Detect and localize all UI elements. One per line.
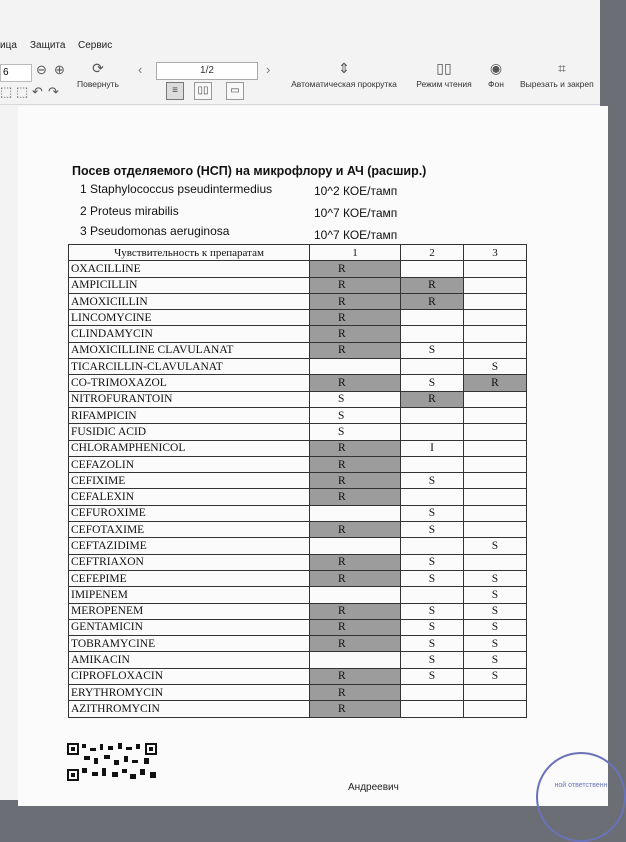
sensitivity-cell-organism-2: S bbox=[401, 603, 464, 619]
rotate-icon: ⟳ bbox=[92, 60, 104, 76]
reading-mode-button[interactable] bbox=[412, 60, 476, 89]
sensitivity-cell-organism-1: R bbox=[310, 342, 401, 358]
next-page-arrow-icon[interactable]: › bbox=[266, 62, 271, 77]
table-header-row bbox=[69, 245, 527, 261]
menu-bar bbox=[0, 36, 600, 56]
drug-name-cell: CLINDAMYCIN bbox=[69, 326, 310, 342]
drug-name-cell: CEFALEXIN bbox=[69, 489, 310, 505]
table-row bbox=[69, 359, 527, 375]
drug-name-cell: OXACILLINE bbox=[69, 261, 310, 277]
table-row bbox=[69, 424, 527, 440]
qr-code bbox=[66, 742, 158, 782]
drug-name-cell: RIFAMPICIN bbox=[69, 407, 310, 423]
sensitivity-cell-organism-1: R bbox=[310, 685, 401, 701]
table-row bbox=[69, 489, 527, 505]
sensitivity-cell-organism-3 bbox=[464, 391, 527, 407]
sensitivity-cell-organism-1: R bbox=[310, 701, 401, 717]
menu-item-service[interactable]: Сервис bbox=[78, 40, 113, 51]
sensitivity-cell-organism-3: S bbox=[464, 668, 527, 684]
sensitivity-cell-organism-2 bbox=[401, 587, 464, 603]
stamp-text: ной ответственн bbox=[554, 782, 608, 789]
sensitivity-cell-organism-2: I bbox=[401, 440, 464, 456]
table-row bbox=[69, 636, 527, 652]
sensitivity-cell-organism-3 bbox=[464, 456, 527, 472]
sensitivity-cell-organism-2: S bbox=[401, 652, 464, 668]
table-row bbox=[69, 505, 527, 521]
sensitivity-cell-organism-2: R bbox=[401, 277, 464, 293]
stamp bbox=[536, 752, 626, 842]
sensitivity-table bbox=[68, 244, 527, 718]
two-page-view-icon[interactable]: ▯▯ bbox=[194, 82, 212, 100]
table-row bbox=[69, 293, 527, 309]
table-row bbox=[69, 456, 527, 472]
sensitivity-cell-organism-2 bbox=[401, 261, 464, 277]
sensitivity-cell-organism-3: S bbox=[464, 570, 527, 586]
sensitivity-cell-organism-3: S bbox=[464, 619, 527, 635]
sensitivity-cell-organism-3: R bbox=[464, 375, 527, 391]
auto-scroll-label: Автоматическая прокрутка bbox=[291, 79, 397, 89]
continuous-view-icon[interactable]: ▭ bbox=[226, 82, 244, 100]
table-row bbox=[69, 342, 527, 358]
auto-scroll-button[interactable] bbox=[282, 60, 406, 89]
table-row bbox=[69, 473, 527, 489]
sensitivity-cell-organism-2: S bbox=[401, 668, 464, 684]
drug-name-cell: GENTAMICIN bbox=[69, 619, 310, 635]
sensitivity-cell-organism-1: R bbox=[310, 603, 401, 619]
table-row bbox=[69, 652, 527, 668]
table-row bbox=[69, 685, 527, 701]
table-row bbox=[69, 261, 527, 277]
table-row bbox=[69, 554, 527, 570]
table-row bbox=[69, 538, 527, 554]
drug-name-cell: FUSIDIC ACID bbox=[69, 424, 310, 440]
sensitivity-cell-organism-3 bbox=[464, 489, 527, 505]
sensitivity-cell-organism-2: S bbox=[401, 473, 464, 489]
sensitivity-cell-organism-3 bbox=[464, 407, 527, 423]
sensitivity-cell-organism-2 bbox=[401, 701, 464, 717]
sensitivity-cell-organism-3 bbox=[464, 554, 527, 570]
sensitivity-cell-organism-2: R bbox=[401, 293, 464, 309]
drug-name-cell: CHLORAMPHENICOL bbox=[69, 440, 310, 456]
header-col-1: 1 bbox=[310, 245, 401, 261]
sensitivity-cell-organism-1: R bbox=[310, 293, 401, 309]
sensitivity-cell-organism-1 bbox=[310, 652, 401, 668]
sensitivity-cell-organism-3 bbox=[464, 342, 527, 358]
table-row bbox=[69, 277, 527, 293]
sensitivity-cell-organism-2: S bbox=[401, 505, 464, 521]
rotate-right-icon[interactable]: ↷ bbox=[48, 84, 59, 99]
sensitivity-cell-organism-2: R bbox=[401, 391, 464, 407]
sensitivity-cell-organism-3: S bbox=[464, 538, 527, 554]
crop-icon: ⌗ bbox=[558, 60, 566, 76]
sensitivity-cell-organism-3 bbox=[464, 310, 527, 326]
signature-text: Андреевич bbox=[348, 782, 399, 793]
sensitivity-cell-organism-3 bbox=[464, 685, 527, 701]
drug-name-cell: MEROPENEM bbox=[69, 603, 310, 619]
drug-name-cell: AZITHROMYCIN bbox=[69, 701, 310, 717]
drug-name-cell: AMPICILLIN bbox=[69, 277, 310, 293]
fit-page-icon[interactable]: ⬚ bbox=[0, 84, 13, 99]
sensitivity-cell-organism-2: S bbox=[401, 570, 464, 586]
organism-count: 10^7 КОЕ/тамп bbox=[314, 206, 398, 220]
menu-item-protection[interactable]: Защита bbox=[30, 40, 66, 51]
drug-name-cell: CEFOTAXIME bbox=[69, 522, 310, 538]
table-row bbox=[69, 375, 527, 391]
sensitivity-cell-organism-2: S bbox=[401, 522, 464, 538]
book-icon: ▯▯ bbox=[436, 60, 452, 76]
background-button[interactable] bbox=[480, 60, 512, 89]
sensitivity-cell-organism-2: S bbox=[401, 342, 464, 358]
crop-button[interactable] bbox=[520, 60, 600, 89]
sensitivity-cell-organism-3 bbox=[464, 424, 527, 440]
sensitivity-cell-organism-2: S bbox=[401, 554, 464, 570]
auto-scroll-icon: ⇕ bbox=[338, 60, 350, 76]
sensitivity-cell-organism-1: S bbox=[310, 407, 401, 423]
fit-width-icon[interactable]: ⬚ bbox=[16, 84, 29, 99]
sensitivity-cell-organism-1 bbox=[310, 587, 401, 603]
sensitivity-cell-organism-1: R bbox=[310, 440, 401, 456]
sensitivity-cell-organism-3 bbox=[464, 277, 527, 293]
table-row bbox=[69, 587, 527, 603]
rotate-left-icon[interactable]: ↶ bbox=[32, 84, 43, 99]
sensitivity-cell-organism-3 bbox=[464, 440, 527, 456]
sensitivity-cell-organism-2 bbox=[401, 685, 464, 701]
sensitivity-cell-organism-2 bbox=[401, 424, 464, 440]
sensitivity-cell-organism-3 bbox=[464, 505, 527, 521]
menu-item-page[interactable]: ица bbox=[0, 40, 17, 51]
sensitivity-cell-organism-1: R bbox=[310, 522, 401, 538]
sensitivity-cell-organism-2: S bbox=[401, 636, 464, 652]
sensitivity-cell-organism-1: R bbox=[310, 261, 401, 277]
sensitivity-cell-organism-1: R bbox=[310, 554, 401, 570]
drug-name-cell: CIPROFLOXACIN bbox=[69, 668, 310, 684]
zoom-out-icon[interactable]: ⊖ bbox=[36, 62, 47, 77]
header-drug-label: Чувствительность к препаратам bbox=[69, 245, 310, 261]
sensitivity-cell-organism-1 bbox=[310, 538, 401, 554]
drug-name-cell: NITROFURANTOIN bbox=[69, 391, 310, 407]
drug-name-cell: TICARCILLIN-CLAVULANAT bbox=[69, 359, 310, 375]
drug-name-cell: CEFIXIME bbox=[69, 473, 310, 489]
header-col-3: 3 bbox=[464, 245, 527, 261]
header-col-2: 2 bbox=[401, 245, 464, 261]
sensitivity-cell-organism-2 bbox=[401, 489, 464, 505]
document-page bbox=[18, 106, 608, 806]
eye-icon: ◉ bbox=[489, 60, 503, 76]
table-row bbox=[69, 570, 527, 586]
sensitivity-cell-organism-3 bbox=[464, 522, 527, 538]
table-body bbox=[69, 261, 527, 717]
rotate-label: Повернуть bbox=[77, 79, 119, 89]
drug-name-cell: LINCOMYCINE bbox=[69, 310, 310, 326]
sensitivity-cell-organism-2 bbox=[401, 359, 464, 375]
organism-count: 10^2 КОЕ/тамп bbox=[314, 184, 398, 198]
sensitivity-cell-organism-3 bbox=[464, 326, 527, 342]
sensitivity-cell-organism-2 bbox=[401, 326, 464, 342]
table-row bbox=[69, 440, 527, 456]
drug-name-cell: CEFEPIME bbox=[69, 570, 310, 586]
sensitivity-cell-organism-1: R bbox=[310, 668, 401, 684]
prev-page-arrow-icon[interactable]: ‹ bbox=[138, 62, 143, 77]
reading-mode-label: Режим чтения bbox=[416, 79, 472, 89]
organism-count: 10^7 КОЕ/тамп bbox=[314, 228, 398, 242]
table-row bbox=[69, 391, 527, 407]
sensitivity-cell-organism-3 bbox=[464, 701, 527, 717]
sensitivity-cell-organism-1: R bbox=[310, 277, 401, 293]
sensitivity-cell-organism-2 bbox=[401, 538, 464, 554]
sensitivity-cell-organism-1: R bbox=[310, 636, 401, 652]
organism-name: 3 Pseudomonas aeruginosa bbox=[80, 224, 230, 238]
sensitivity-cell-organism-1: R bbox=[310, 473, 401, 489]
rotate-button[interactable] bbox=[74, 60, 122, 89]
drug-name-cell: AMOXICILLINE CLAVULANAT bbox=[69, 342, 310, 358]
drug-name-cell: CEFTAZIDIME bbox=[69, 538, 310, 554]
drug-name-cell: ERYTHROMYCIN bbox=[69, 685, 310, 701]
organism-name: 2 Proteus mirabilis bbox=[80, 204, 179, 218]
sensitivity-cell-organism-3: S bbox=[464, 359, 527, 375]
crop-label: Вырезать и закреп bbox=[520, 79, 594, 89]
table-row bbox=[69, 407, 527, 423]
sensitivity-cell-organism-2: S bbox=[401, 619, 464, 635]
sensitivity-cell-organism-2 bbox=[401, 456, 464, 472]
table-row bbox=[69, 326, 527, 342]
zoom-field[interactable]: 6 bbox=[0, 64, 32, 82]
sensitivity-cell-organism-3: S bbox=[464, 587, 527, 603]
page-number-field[interactable]: 1/2 bbox=[156, 62, 258, 80]
drug-name-cell: CEFUROXIME bbox=[69, 505, 310, 521]
organism-name: 1 Staphylococcus pseudintermedius bbox=[80, 182, 273, 196]
sensitivity-cell-organism-1: R bbox=[310, 456, 401, 472]
sensitivity-cell-organism-1: R bbox=[310, 310, 401, 326]
sensitivity-cell-organism-3 bbox=[464, 293, 527, 309]
sensitivity-cell-organism-3: S bbox=[464, 636, 527, 652]
sensitivity-cell-organism-1 bbox=[310, 359, 401, 375]
table-row bbox=[69, 668, 527, 684]
sensitivity-cell-organism-1: R bbox=[310, 489, 401, 505]
sensitivity-cell-organism-2: S bbox=[401, 375, 464, 391]
drug-name-cell: CEFAZOLIN bbox=[69, 456, 310, 472]
sensitivity-cell-organism-3 bbox=[464, 261, 527, 277]
drug-name-cell: IMIPENEM bbox=[69, 587, 310, 603]
sensitivity-cell-organism-2 bbox=[401, 310, 464, 326]
sensitivity-cell-organism-1: R bbox=[310, 619, 401, 635]
table-row bbox=[69, 522, 527, 538]
drug-name-cell: CO-TRIMOXAZOL bbox=[69, 375, 310, 391]
document-title: Посев отделяемого (НСП) на микрофлору и АЧ (расшир.) bbox=[72, 164, 427, 178]
sensitivity-cell-organism-3 bbox=[464, 473, 527, 489]
sensitivity-cell-organism-1 bbox=[310, 505, 401, 521]
sensitivity-cell-organism-1: S bbox=[310, 424, 401, 440]
single-page-view-icon[interactable]: ≡ bbox=[166, 82, 184, 100]
drug-name-cell: CEFTRIAXON bbox=[69, 554, 310, 570]
drug-name-cell: AMOXICILLIN bbox=[69, 293, 310, 309]
sensitivity-cell-organism-1: S bbox=[310, 391, 401, 407]
table-row bbox=[69, 619, 527, 635]
sensitivity-cell-organism-1: R bbox=[310, 570, 401, 586]
drug-name-cell: TOBRAMYCINE bbox=[69, 636, 310, 652]
sensitivity-cell-organism-3: S bbox=[464, 652, 527, 668]
table-row bbox=[69, 701, 527, 717]
sensitivity-cell-organism-2 bbox=[401, 407, 464, 423]
table-row bbox=[69, 603, 527, 619]
drug-name-cell: AMIKACIN bbox=[69, 652, 310, 668]
toolbar bbox=[0, 56, 600, 105]
sensitivity-cell-organism-1: R bbox=[310, 326, 401, 342]
table-row bbox=[69, 310, 527, 326]
zoom-in-icon[interactable]: ⊕ bbox=[54, 62, 65, 77]
background-label: Фон bbox=[488, 79, 504, 89]
sensitivity-cell-organism-3: S bbox=[464, 603, 527, 619]
sensitivity-cell-organism-1: R bbox=[310, 375, 401, 391]
